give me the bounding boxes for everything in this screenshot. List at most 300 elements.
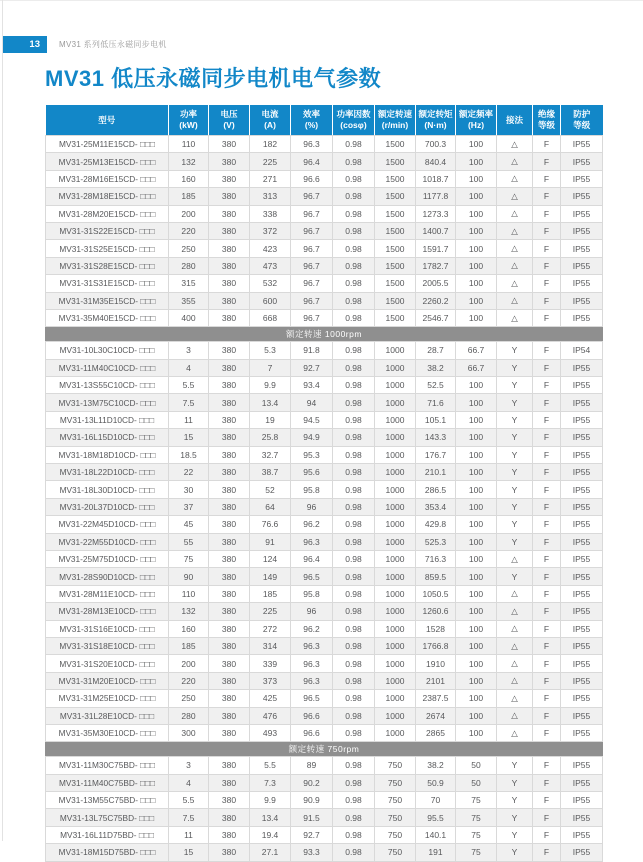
data-cell: 149 [250, 568, 291, 585]
data-cell: 3 [169, 342, 209, 359]
data-cell: 0.98 [333, 844, 375, 861]
data-cell: 380 [209, 377, 250, 394]
data-cell: 0.98 [333, 446, 375, 463]
data-cell: 27.1 [250, 844, 291, 861]
data-cell: 380 [209, 690, 250, 707]
data-cell: 100 [456, 498, 497, 515]
data-cell: 2005.5 [416, 275, 456, 292]
data-cell: IP54 [561, 342, 603, 359]
page-left-hairline [2, 0, 3, 841]
table-row [46, 309, 603, 326]
data-cell: 100 [456, 481, 497, 498]
data-cell: 96.3 [291, 533, 333, 550]
data-cell: 1000 [375, 498, 416, 515]
data-cell: 96.6 [291, 707, 333, 724]
column-header-line2: (%) [304, 120, 319, 130]
data-cell: 95.8 [291, 585, 333, 602]
column-header-5 [333, 105, 375, 136]
data-cell: 380 [209, 603, 250, 620]
data-cell: 1273.3 [416, 205, 456, 222]
data-cell: 0.98 [333, 481, 375, 498]
data-cell: 96.7 [291, 309, 333, 326]
table-row [46, 222, 603, 239]
data-cell: 0.98 [333, 411, 375, 428]
table-row [46, 188, 603, 205]
data-cell: 100 [456, 446, 497, 463]
data-cell: 100 [456, 275, 497, 292]
data-cell: 380 [209, 585, 250, 602]
data-cell: 0.98 [333, 498, 375, 515]
model-cell: MV31-11M40C10CD- □□□ [46, 359, 169, 376]
data-cell: 2674 [416, 707, 456, 724]
data-cell: 5.5 [169, 377, 209, 394]
table-row [46, 774, 603, 791]
data-cell: IP55 [561, 309, 603, 326]
model-cell: MV31-31M25E10CD- □□□ [46, 690, 169, 707]
data-cell: 380 [209, 222, 250, 239]
data-cell: 100 [456, 516, 497, 533]
data-cell: 96.7 [291, 257, 333, 274]
data-cell: 0.98 [333, 774, 375, 791]
data-cell: 185 [169, 637, 209, 654]
data-cell: 0.98 [333, 170, 375, 187]
data-cell: 100 [456, 637, 497, 654]
data-cell: F [533, 309, 561, 326]
data-cell: 92.7 [291, 359, 333, 376]
data-cell: 9.9 [250, 377, 291, 394]
data-cell: F [533, 620, 561, 637]
data-cell: △ [497, 309, 533, 326]
data-cell: 75 [456, 792, 497, 809]
data-cell: 100 [456, 222, 497, 239]
data-cell: 96.6 [291, 724, 333, 741]
table-row [46, 153, 603, 170]
data-cell: 100 [456, 309, 497, 326]
data-cell: 339 [250, 655, 291, 672]
data-cell: 45 [169, 516, 209, 533]
data-cell: IP55 [561, 672, 603, 689]
data-cell: 5.5 [250, 757, 291, 774]
data-cell: 5.5 [169, 792, 209, 809]
data-cell: △ [497, 690, 533, 707]
data-cell: 0.98 [333, 603, 375, 620]
data-cell: F [533, 809, 561, 826]
data-cell: F [533, 498, 561, 515]
data-cell: F [533, 429, 561, 446]
data-cell: 380 [209, 309, 250, 326]
data-cell: 750 [375, 809, 416, 826]
data-cell: F [533, 550, 561, 567]
model-cell: MV31-31S20E10CD- □□□ [46, 655, 169, 672]
table-row [46, 342, 603, 359]
data-cell: IP55 [561, 620, 603, 637]
data-cell: 1000 [375, 464, 416, 481]
data-cell: 94 [291, 394, 333, 411]
data-cell: 28.7 [416, 342, 456, 359]
table-row [46, 205, 603, 222]
data-cell: 1000 [375, 724, 416, 741]
data-cell: F [533, 724, 561, 741]
data-cell: 0.98 [333, 240, 375, 257]
data-cell: Y [497, 757, 533, 774]
column-header-3 [250, 105, 291, 136]
column-header-line1: 型号 [98, 114, 116, 125]
model-cell: MV31-13L11D10CD- □□□ [46, 411, 169, 428]
data-cell: 2865 [416, 724, 456, 741]
data-cell: F [533, 481, 561, 498]
data-cell: 700.3 [416, 136, 456, 153]
model-cell: MV31-28S90D10CD- □□□ [46, 568, 169, 585]
column-header-2 [209, 105, 250, 136]
data-cell: IP55 [561, 637, 603, 654]
column-header-11 [561, 105, 603, 136]
model-cell: MV31-11M30C75BD- □□□ [46, 757, 169, 774]
model-cell: MV31-28M20E15CD- □□□ [46, 205, 169, 222]
data-cell: 110 [169, 136, 209, 153]
column-header-line2: (A) [264, 120, 276, 130]
model-cell: MV31-25M11E15CD- □□□ [46, 136, 169, 153]
column-header-10 [533, 105, 561, 136]
table-row [46, 603, 603, 620]
data-cell: F [533, 275, 561, 292]
data-cell: F [533, 222, 561, 239]
table-row [46, 809, 603, 826]
data-cell: F [533, 342, 561, 359]
section-separator-row [46, 327, 603, 342]
data-cell: 37 [169, 498, 209, 515]
table-row [46, 411, 603, 428]
data-cell: 11 [169, 826, 209, 843]
data-cell: F [533, 377, 561, 394]
data-cell: 380 [209, 205, 250, 222]
data-cell: 716.3 [416, 550, 456, 567]
data-cell: 1050.5 [416, 585, 456, 602]
data-cell: 110 [169, 585, 209, 602]
column-header-8 [456, 105, 497, 136]
data-cell: 70 [416, 792, 456, 809]
table-row [46, 429, 603, 446]
data-cell: 380 [209, 446, 250, 463]
table-row [46, 377, 603, 394]
data-cell: 1000 [375, 394, 416, 411]
data-cell: 185 [169, 188, 209, 205]
page-number: 13 [29, 39, 40, 50]
column-header-line1: 电流 [261, 109, 279, 120]
data-cell: 182 [250, 136, 291, 153]
model-cell: MV31-10L30C10CD- □□□ [46, 342, 169, 359]
data-cell: 1000 [375, 446, 416, 463]
data-cell: 1000 [375, 377, 416, 394]
data-cell: 0.98 [333, 724, 375, 741]
data-cell: 100 [456, 411, 497, 428]
data-cell: 94.5 [291, 411, 333, 428]
model-cell: MV31-25M75D10CD- □□□ [46, 550, 169, 567]
data-cell: F [533, 672, 561, 689]
data-cell: 1528 [416, 620, 456, 637]
data-cell: 100 [456, 568, 497, 585]
data-cell: 19 [250, 411, 291, 428]
data-cell: 225 [250, 603, 291, 620]
data-cell: 25.8 [250, 429, 291, 446]
data-cell: 96.7 [291, 205, 333, 222]
model-cell: MV31-31S18E10CD- □□□ [46, 637, 169, 654]
table-row [46, 826, 603, 843]
data-cell: 124 [250, 550, 291, 567]
data-cell: IP55 [561, 394, 603, 411]
data-cell: 1000 [375, 603, 416, 620]
data-cell: Y [497, 359, 533, 376]
data-cell: 668 [250, 309, 291, 326]
data-cell: 93.3 [291, 844, 333, 861]
data-cell: IP55 [561, 792, 603, 809]
data-cell: 1000 [375, 637, 416, 654]
data-cell: IP55 [561, 292, 603, 309]
data-cell: 380 [209, 620, 250, 637]
data-cell: 0.98 [333, 655, 375, 672]
data-cell: △ [497, 550, 533, 567]
data-cell: 7.5 [169, 394, 209, 411]
data-cell: 0.98 [333, 585, 375, 602]
model-cell: MV31-31M35E15CD- □□□ [46, 292, 169, 309]
table-row [46, 292, 603, 309]
table-row [46, 359, 603, 376]
data-cell: 52 [250, 481, 291, 498]
data-cell: 1000 [375, 690, 416, 707]
data-cell: 1000 [375, 342, 416, 359]
table-row [46, 464, 603, 481]
data-cell: 96 [291, 498, 333, 515]
data-cell: F [533, 205, 561, 222]
data-cell: 380 [209, 342, 250, 359]
data-cell: IP55 [561, 826, 603, 843]
table-body [46, 136, 603, 862]
data-cell: F [533, 603, 561, 620]
data-cell: 100 [456, 690, 497, 707]
data-cell: △ [497, 292, 533, 309]
data-cell: 1000 [375, 481, 416, 498]
table-row [46, 446, 603, 463]
data-cell: 380 [209, 809, 250, 826]
data-cell: 7 [250, 359, 291, 376]
data-cell: 271 [250, 170, 291, 187]
page-title: MV31 低压永磁同步电机电气参数 [45, 66, 382, 91]
data-cell: 100 [456, 394, 497, 411]
data-cell: 1000 [375, 620, 416, 637]
data-cell: Y [497, 826, 533, 843]
data-cell: 423 [250, 240, 291, 257]
data-cell: 100 [456, 170, 497, 187]
data-cell: 200 [169, 655, 209, 672]
data-cell: 50 [456, 774, 497, 791]
data-cell: 160 [169, 170, 209, 187]
data-cell: 380 [209, 411, 250, 428]
data-cell: 0.98 [333, 342, 375, 359]
data-cell: 96.4 [291, 550, 333, 567]
data-cell: 1500 [375, 292, 416, 309]
table-row [46, 240, 603, 257]
table-header [46, 105, 603, 136]
data-cell: 66.7 [456, 359, 497, 376]
table-row [46, 637, 603, 654]
data-cell: 0.98 [333, 275, 375, 292]
model-cell: MV31-22M55D10CD- □□□ [46, 533, 169, 550]
table-row [46, 550, 603, 567]
data-cell: 1000 [375, 550, 416, 567]
data-cell: F [533, 292, 561, 309]
data-cell: 0.98 [333, 429, 375, 446]
column-header-line1: 功率因数 [336, 109, 371, 120]
model-cell: MV31-22M45D10CD- □□□ [46, 516, 169, 533]
model-cell: MV31-31S31E15CD- □□□ [46, 275, 169, 292]
data-cell: 75 [456, 844, 497, 861]
data-cell: 2101 [416, 672, 456, 689]
data-cell: 100 [456, 672, 497, 689]
data-cell: 300 [169, 724, 209, 741]
data-cell: 64 [250, 498, 291, 515]
data-cell: F [533, 446, 561, 463]
motor-parameters-table [45, 105, 603, 862]
data-cell: 1782.7 [416, 257, 456, 274]
data-cell: 380 [209, 757, 250, 774]
column-header-line2: (Hz) [467, 120, 485, 130]
data-cell: F [533, 637, 561, 654]
data-cell: 0.98 [333, 222, 375, 239]
column-header-line1: 防护 [573, 109, 591, 120]
data-cell: 380 [209, 672, 250, 689]
data-cell: 132 [169, 603, 209, 620]
data-cell: 380 [209, 826, 250, 843]
data-cell: IP55 [561, 603, 603, 620]
data-cell: 7.3 [250, 774, 291, 791]
data-cell: 1400.7 [416, 222, 456, 239]
data-cell: 19.4 [250, 826, 291, 843]
data-cell: 0.98 [333, 394, 375, 411]
data-cell: IP55 [561, 188, 603, 205]
data-cell: △ [497, 257, 533, 274]
data-cell: 1500 [375, 153, 416, 170]
page-top-hairline [0, 0, 643, 1]
data-cell: 96.7 [291, 240, 333, 257]
model-cell: MV31-13S55C10CD- □□□ [46, 377, 169, 394]
data-cell: 13.4 [250, 394, 291, 411]
data-cell: 50.9 [416, 774, 456, 791]
model-cell: MV31-11M40C75BD- □□□ [46, 774, 169, 791]
data-cell: 1910 [416, 655, 456, 672]
table-row [46, 498, 603, 515]
data-cell: IP55 [561, 411, 603, 428]
data-cell: 400 [169, 309, 209, 326]
data-cell: 96 [291, 603, 333, 620]
data-cell: 71.6 [416, 394, 456, 411]
data-cell: 91.5 [291, 809, 333, 826]
data-cell: 493 [250, 724, 291, 741]
data-cell: 100 [456, 603, 497, 620]
model-cell: MV31-28M16E15CD- □□□ [46, 170, 169, 187]
data-cell: 0.98 [333, 516, 375, 533]
data-cell: 380 [209, 637, 250, 654]
model-cell: MV31-35M30E10CD- □□□ [46, 724, 169, 741]
data-cell: 100 [456, 240, 497, 257]
data-cell: 380 [209, 533, 250, 550]
data-cell: 1000 [375, 411, 416, 428]
data-cell: IP55 [561, 724, 603, 741]
data-cell: 600 [250, 292, 291, 309]
data-cell: 96.7 [291, 222, 333, 239]
data-cell: 1000 [375, 585, 416, 602]
data-cell: 0.98 [333, 637, 375, 654]
data-cell: Y [497, 446, 533, 463]
data-cell: 95.5 [416, 809, 456, 826]
data-cell: 425 [250, 690, 291, 707]
data-cell: 132 [169, 153, 209, 170]
data-cell: 750 [375, 844, 416, 861]
data-cell: 532 [250, 275, 291, 292]
data-cell: IP55 [561, 377, 603, 394]
data-cell: 100 [456, 188, 497, 205]
data-cell: 93.4 [291, 377, 333, 394]
table-row [46, 516, 603, 533]
data-cell: IP55 [561, 707, 603, 724]
data-cell: 96.5 [291, 568, 333, 585]
data-cell: 250 [169, 690, 209, 707]
data-cell: Y [497, 342, 533, 359]
model-cell: MV31-18M18D10CD- □□□ [46, 446, 169, 463]
data-cell: Y [497, 774, 533, 791]
data-cell: 91 [250, 533, 291, 550]
data-cell: 7.5 [169, 809, 209, 826]
table-row [46, 707, 603, 724]
data-cell: △ [497, 620, 533, 637]
data-cell: 750 [375, 792, 416, 809]
data-cell: 100 [456, 707, 497, 724]
data-cell: F [533, 585, 561, 602]
data-cell: △ [497, 170, 533, 187]
data-cell: IP55 [561, 275, 603, 292]
model-cell: MV31-31S16E10CD- □□□ [46, 620, 169, 637]
data-cell: F [533, 188, 561, 205]
column-header-line1: 绝缘 [537, 109, 555, 120]
data-cell: 380 [209, 170, 250, 187]
data-cell: IP55 [561, 240, 603, 257]
data-cell: 1500 [375, 205, 416, 222]
data-cell: IP55 [561, 690, 603, 707]
section-separator-row [46, 742, 603, 757]
data-cell: 380 [209, 394, 250, 411]
data-cell: Y [497, 481, 533, 498]
data-cell: 380 [209, 153, 250, 170]
data-cell: 4 [169, 774, 209, 791]
table-row [46, 655, 603, 672]
table-row [46, 394, 603, 411]
data-cell: IP55 [561, 655, 603, 672]
data-cell: 473 [250, 257, 291, 274]
data-cell: 380 [209, 188, 250, 205]
data-cell: Y [497, 844, 533, 861]
data-cell: △ [497, 707, 533, 724]
data-cell: 3 [169, 757, 209, 774]
data-cell: 95.3 [291, 446, 333, 463]
table-row [46, 672, 603, 689]
data-cell: F [533, 844, 561, 861]
column-header-0 [46, 105, 169, 136]
data-cell: 95.8 [291, 481, 333, 498]
data-cell: F [533, 533, 561, 550]
data-cell: 96.2 [291, 516, 333, 533]
column-header-6 [375, 105, 416, 136]
data-cell: 380 [209, 359, 250, 376]
data-cell: △ [497, 275, 533, 292]
data-cell: 1500 [375, 170, 416, 187]
